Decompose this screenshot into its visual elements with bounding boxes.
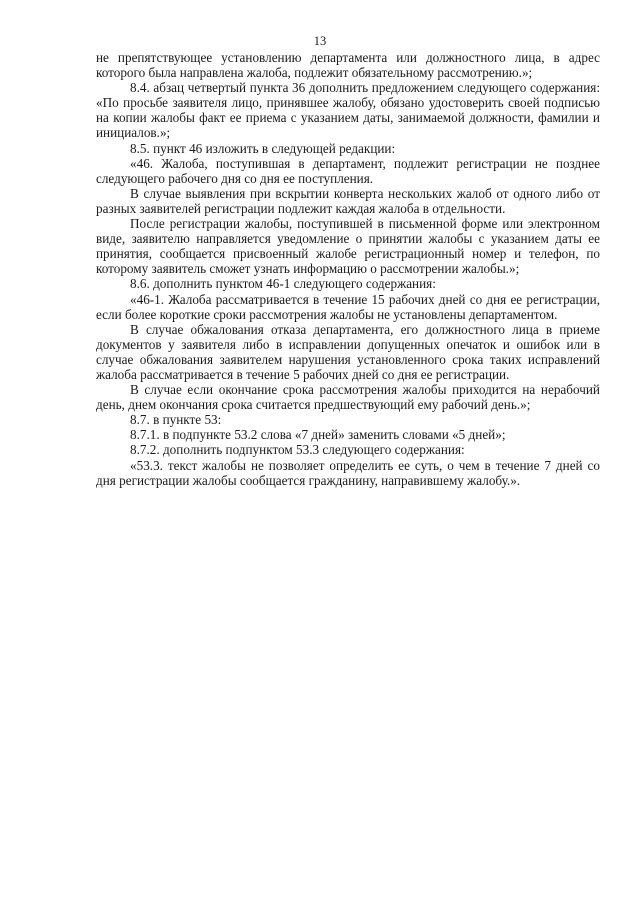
paragraph-p14: «53.3. текст жалобы не позволяет определить ее суть, о чем в течение 7 дней со дня регистрации жалобы сообщается гражданину, направившему жалобу.». (96, 457, 600, 488)
paragraph-p03: 8.5. пункт 46 изложить в следующей редакции: (130, 140, 396, 156)
paragraph-p11: 8.7. в пункте 53: (130, 412, 222, 428)
paragraph-p02: 8.4. абзац четвертый пункта 36 дополнить предложением следующего содержания: «По просьбе заявителя лицо, принявшее жалобу, обязано удостоверить своей подписью на копии жалобы факт ее приема с указанием даты, занимаемой должности, фамилии и инициалов.»; (96, 80, 600, 141)
document-body (96, 50, 600, 488)
paragraph-p06: После регистрации жалобы, поступившей в письменной форме или электронном виде, заявителю направляется уведомление о принятии жалобы с указанием даты ее принятия, сообщается присвоенный жалобе регистрационный номер и телефон, по которому заявитель сможет узнать информацию о рассмотрении жалобы.»; (96, 216, 600, 277)
page-number: 13 (313, 34, 327, 48)
paragraph-p09: В случае обжалования отказа департамента, его должностного лица в приеме документов у заявителя либо в исправлении допущенных опечаток и ошибок или в случае обжалования заявителем нарушения установленного срока таких исправлений жалоба рассматривается в течение 5 рабочих дней со дня ее регистрации. (96, 321, 600, 382)
paragraph-p10: В случае если окончание срока рассмотрения жалобы приходится на нерабочий день, днем окончания срока считается предшествующий ему рабочий день.»; (96, 382, 600, 413)
paragraph-p01: не препятствующее установлению департамента или должностного лица, в адрес которого была направлена жалоба, подлежит обязательному рассмотрению.»; (96, 50, 600, 81)
paragraph-p08: «46-1. Жалоба рассматривается в течение 15 рабочих дней со дня ее регистрации, если более короткие сроки рассмотрения жалобы не установлены департаментом. (96, 291, 600, 322)
paragraph-p12: 8.7.1. в подпункте 53.2 слова «7 дней» заменить словами «5 дней»; (130, 427, 506, 443)
paragraph-p07: 8.6. дополнить пунктом 46-1 следующего содержания: (130, 276, 436, 292)
paragraph-p13: 8.7.2. дополнить подпунктом 53.3 следующего содержания: (130, 442, 465, 458)
paragraph-p05: В случае выявления при вскрытии конверта нескольких жалоб от одного либо от разных заявителей регистрации подлежит каждая жалоба в отдельности. (96, 185, 600, 216)
paragraph-p04: «46. Жалоба, поступившая в департамент, подлежит регистрации не позднее следующего рабочего дня со дня ее поступления. (96, 155, 600, 186)
